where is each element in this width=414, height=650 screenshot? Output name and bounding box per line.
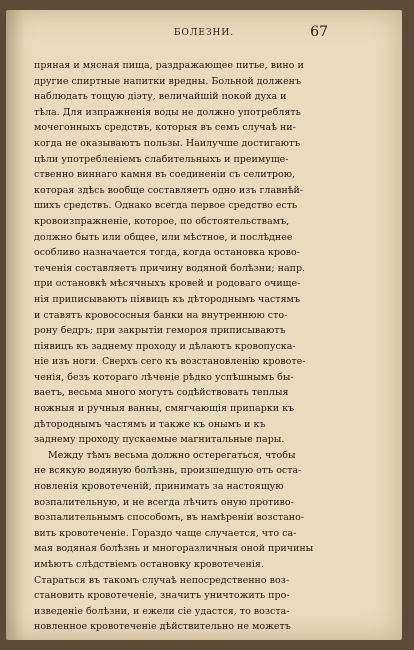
page-number: 67: [310, 24, 328, 40]
text-line: новленія кровотеченій, принимать за настоящую: [34, 481, 284, 493]
text-line: вить кровотеченіе. Гораздо чаще случается, что са-: [34, 527, 297, 539]
text-line: ственно виннаго камня въ соединеніи съ селитрою,: [34, 169, 295, 181]
binding-shadow: [6, 10, 24, 640]
text-line: теченія составляетъ причину водяной болѣзни; напр.: [34, 262, 306, 274]
text-line: мочегонныхъ средствъ, которыя въ семъ случаѣ ни-: [34, 122, 296, 134]
text-line: ченія, безъ котораго лѣченіе рѣдко успѣшнымъ бы-: [34, 371, 294, 383]
text-line: которая здѣсь вообще составляетъ одно изъ главнѣй-: [34, 184, 304, 196]
page-header: [6, 24, 402, 44]
text-line: ножныя и ручныя ванны, смягчающія припарки къ: [34, 403, 295, 415]
text-line: заднему проходу пускаемые магнитальные пары.: [34, 434, 285, 446]
text-line: Между тѣмъ весьма должно остерегаться, чтобы: [48, 449, 296, 461]
text-line: Стараться въ такомъ случаѣ непосредственно воз-: [34, 574, 290, 586]
text-line: становить кровотеченіе, значитъ уничтожить про-: [34, 590, 290, 602]
body-text: [34, 58, 374, 635]
text-line: цѣли употребленіемъ слабительныхъ и преимуще-: [34, 153, 289, 165]
text-line: возпалительную, и не всегда лѣчить оную противо-: [34, 496, 294, 508]
text-line: другие спиртные напитки вредны. Больной долженъ: [34, 75, 302, 87]
text-line: кровоизпражненіе, которое, по обстоятельствамъ,: [34, 215, 290, 227]
text-line: ваетъ, весьма много могутъ содѣйствовать теплыя: [34, 387, 289, 399]
text-line: возпалительнымъ способомъ, въ намѣреніи возстано-: [34, 512, 305, 524]
text-line: дѣтороднымъ частямъ и также къ онымъ и къ: [34, 418, 266, 430]
text-line: не всякую водяную болѣзнь, произшедшую отъ оста-: [34, 465, 302, 477]
text-line: и ставятъ кровососныя банки на внутреннюю сто-: [34, 309, 288, 321]
text-line: новленное кровотеченіе дѣйствительно не можетъ: [34, 621, 291, 633]
text-line: рону бедръ; при закрытіи гемороя приписываютъ: [34, 325, 286, 337]
running-head: БОЛЕЗНИ.: [173, 28, 235, 38]
text-line: имѣютъ слѣдствіемъ остановку кровотеченія.: [34, 559, 264, 570]
text-line: наблюдать тощую діэту, величайшій покой духа и: [34, 91, 287, 103]
book-page: [6, 10, 402, 640]
text-line: тѣла. Для изпражненія воды не должно употреблять: [34, 106, 301, 118]
text-line: мая водяная болѣзнь и многоразличныя оной причины: [34, 543, 314, 555]
text-line: изведеніе болѣзни, и ежели сіе удастся, то возста-: [34, 605, 290, 617]
text-line: шихъ средствъ. Однако всегда первое средство есть: [34, 200, 298, 212]
text-line: піявицъ къ заднему проходу и дѣлаютъ кровопуска-: [34, 340, 296, 352]
text-line: должно быть или общее, или мѣстное, и послѣднее: [34, 231, 293, 243]
text-line: ніе изъ ноги. Сверхъ сего къ возстановленію кровоте-: [34, 356, 306, 368]
text-line: особливо назначается тогда, когда остановка крово-: [34, 247, 300, 259]
text-line: когда не оказываютъ пользы. Наилучше достигаютъ: [34, 137, 301, 149]
text-line: при остановкѣ мѣсячныхъ кровей и родоваго очище-: [34, 278, 301, 290]
text-line: пряная и мясная пища, раздражающее питье, вино и: [34, 60, 304, 71]
text-line: нія приписываютъ піявицъ къ дѣтороднымъ частямъ: [34, 293, 300, 305]
